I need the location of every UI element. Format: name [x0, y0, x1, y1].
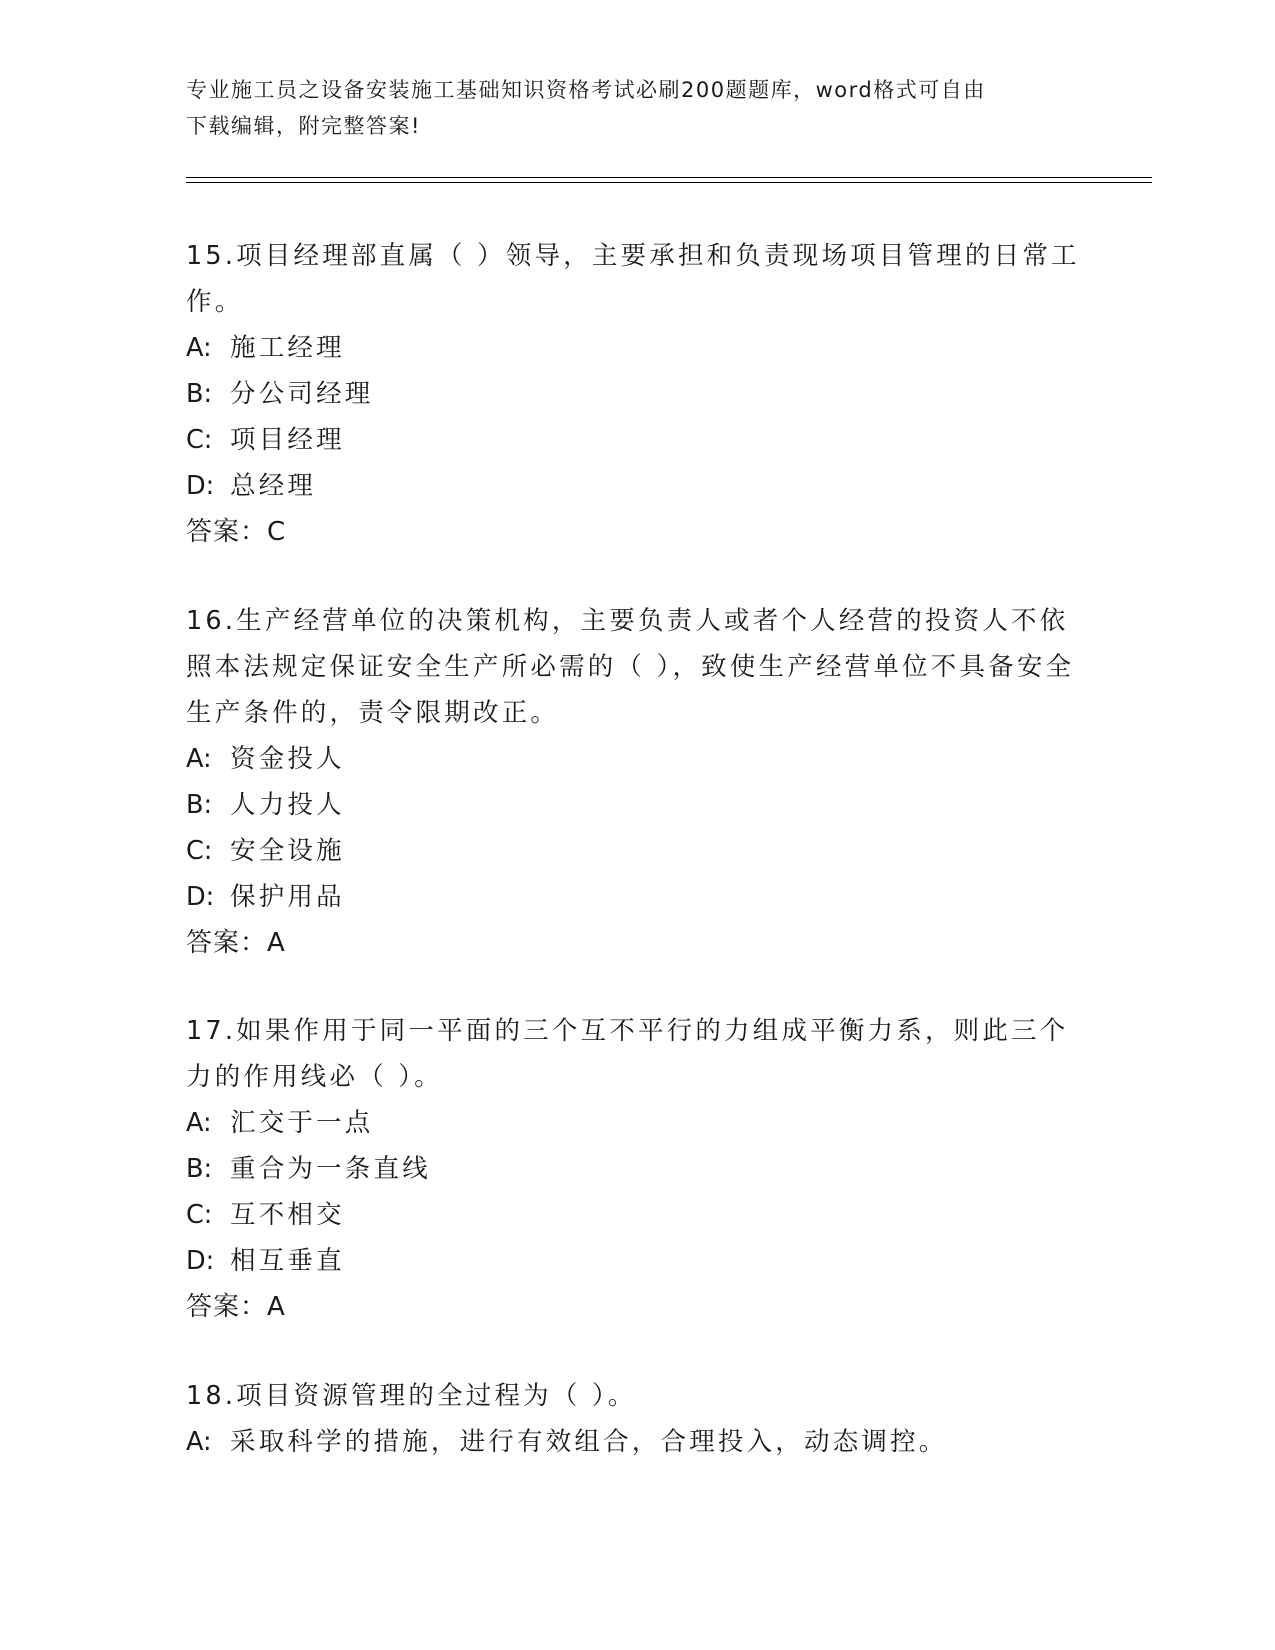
answer-text: 答案：A [186, 928, 286, 958]
option-letter: C: [186, 836, 213, 866]
question-block [186, 598, 1086, 966]
header-line-1: 专业施工员之设备安装施工基础知识资格考试必刷200题题库，word格式可自由 [186, 78, 986, 102]
option-a [186, 325, 1086, 371]
option-text: 人力投人 [230, 790, 345, 820]
option-letter: B: [186, 379, 213, 409]
question-block [186, 233, 1086, 555]
option-text: 汇交于一点 [230, 1108, 374, 1138]
answer-text: 答案：A [186, 1292, 286, 1322]
question-block [186, 1373, 1086, 1465]
option-letter: A: [186, 744, 212, 774]
option-text: 互不相交 [230, 1200, 345, 1230]
option-letter: D: [186, 882, 215, 912]
header-divider-top [186, 177, 1152, 178]
option-text: 安全设施 [230, 836, 345, 866]
option-a [186, 736, 1086, 782]
question-stem: 17.如果作用于同一平面的三个互不平行的力组成平衡力系，则此三个力的作用线必（ ）。 [186, 1016, 1069, 1092]
question-stem: 18.项目资源管理的全过程为（ ）。 [186, 1381, 637, 1411]
option-c [186, 828, 1086, 874]
option-text: 分公司经理 [230, 379, 374, 409]
option-text: 相互垂直 [230, 1246, 345, 1276]
header-divider-bottom [186, 182, 1152, 183]
option-letter: C: [186, 425, 213, 455]
option-letter: D: [186, 471, 215, 501]
option-d [186, 463, 1086, 509]
option-letter: C: [186, 1200, 213, 1230]
option-b [186, 1146, 1086, 1192]
question-stem: 16.生产经营单位的决策机构，主要负责人或者个人经营的投资人不依照本法规定保证安全生产所必需的（ ），致使生产经营单位不具备安全生产条件的，责令限期改正。 [186, 606, 1075, 728]
answer-text: 答案：C [186, 517, 287, 547]
option-a [186, 1100, 1086, 1146]
header-line-2: 下载编辑，附完整答案! [186, 114, 421, 138]
option-a [186, 1419, 1086, 1465]
option-text: 资金投人 [230, 744, 345, 774]
option-letter: B: [186, 790, 213, 820]
option-d [186, 874, 1086, 920]
option-b [186, 371, 1086, 417]
option-text: 保护用品 [230, 882, 345, 912]
option-text: 项目经理 [230, 425, 345, 455]
option-text: 重合为一条直线 [230, 1154, 431, 1184]
option-text: 施工经理 [230, 333, 345, 363]
question-stem: 15.项目经理部直属（ ）领导，主要承担和负责现场项目管理的日常工作。 [186, 241, 1080, 317]
question-block [186, 1008, 1086, 1330]
option-c [186, 1192, 1086, 1238]
option-letter: D: [186, 1246, 215, 1276]
option-letter: B: [186, 1154, 213, 1184]
option-letter: A: [186, 1108, 212, 1138]
option-letter: A: [186, 1427, 212, 1457]
option-text: 总经理 [230, 471, 317, 501]
option-b [186, 782, 1086, 828]
document-header [186, 72, 1066, 144]
option-letter: A: [186, 333, 212, 363]
option-text: 采取科学的措施，进行有效组合，合理投入，动态调控。 [230, 1427, 948, 1457]
option-d [186, 1238, 1086, 1284]
option-c [186, 417, 1086, 463]
